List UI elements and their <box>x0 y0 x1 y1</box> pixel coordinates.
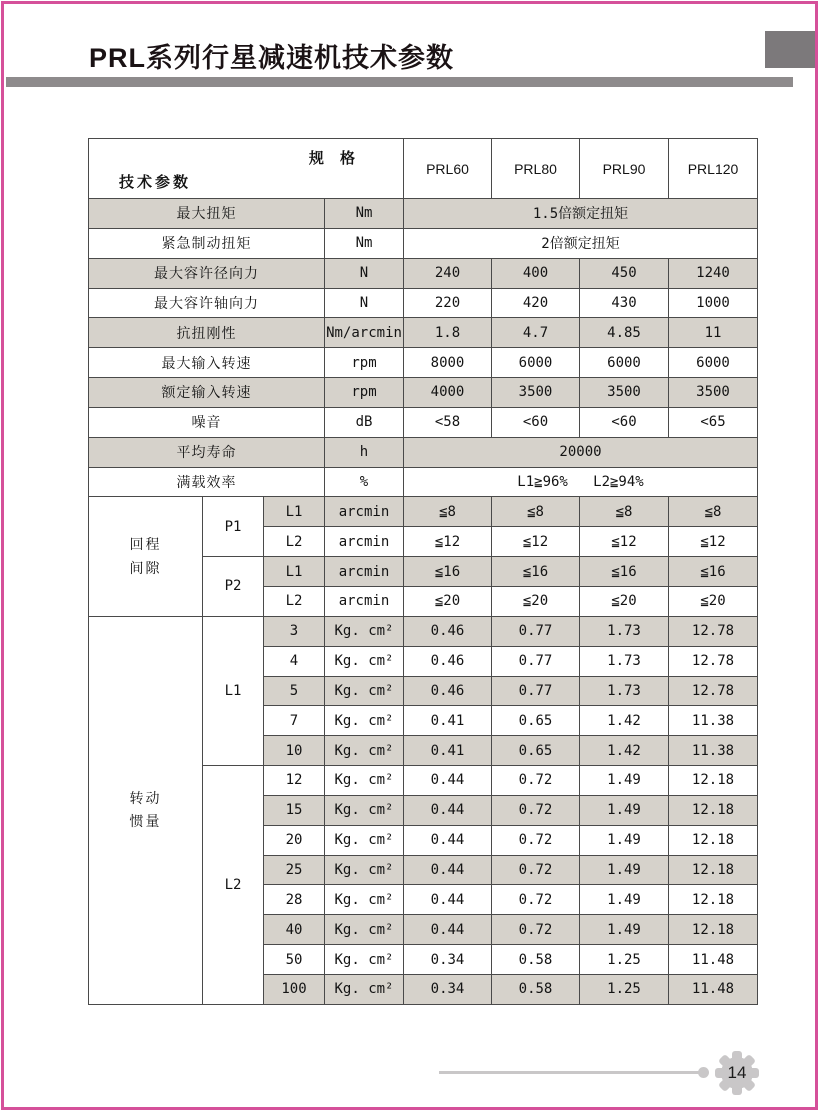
value-cell: 0.72 <box>492 855 580 885</box>
value-cell: 0.44 <box>404 885 492 915</box>
value-cell: ≦16 <box>580 557 669 587</box>
value-cell: 0.77 <box>492 676 580 706</box>
unit-cell: Kg. cm² <box>325 706 404 736</box>
value-cell: 0.65 <box>492 706 580 736</box>
value-cell: ≦16 <box>492 557 580 587</box>
p-class-cell: P1 <box>203 497 264 557</box>
unit-cell: Kg. cm² <box>325 974 404 1004</box>
value-cell: 1.49 <box>580 795 669 825</box>
value-cell: 0.65 <box>492 736 580 766</box>
value-cell: 1.73 <box>580 616 669 646</box>
value-cell: <65 <box>669 407 758 437</box>
value-cell: 0.77 <box>492 646 580 676</box>
table-row <box>89 318 758 348</box>
value-cell: 1.49 <box>580 766 669 796</box>
unit-cell: % <box>325 467 404 497</box>
value-cell: 12.18 <box>669 855 758 885</box>
unit-cell: Kg. cm² <box>325 646 404 676</box>
column-header-prl90: PRL90 <box>580 139 669 199</box>
unit-cell: Kg. cm² <box>325 676 404 706</box>
table-row <box>89 258 758 288</box>
unit-cell: arcmin <box>325 586 404 616</box>
ratio-cell: 28 <box>264 885 325 915</box>
value-cell: ≦20 <box>580 586 669 616</box>
value-cell: 0.34 <box>404 974 492 1004</box>
value-cell: ≦16 <box>404 557 492 587</box>
value-cell: 0.72 <box>492 915 580 945</box>
spec-table <box>88 138 758 1005</box>
unit-cell: Kg. cm² <box>325 915 404 945</box>
value-cell: 6000 <box>580 348 669 378</box>
value-cell: ≦8 <box>580 497 669 527</box>
level-cell: L2 <box>264 586 325 616</box>
value-cell: ≦20 <box>669 586 758 616</box>
value-cell: 12.18 <box>669 885 758 915</box>
value-cell: 0.44 <box>404 915 492 945</box>
unit-cell: Kg. cm² <box>325 616 404 646</box>
level-group-cell: L2 <box>203 766 264 1005</box>
ratio-cell: 5 <box>264 676 325 706</box>
value-cell: 450 <box>580 258 669 288</box>
value-cell: 3500 <box>580 378 669 408</box>
value-cell: 8000 <box>404 348 492 378</box>
table-row <box>89 497 758 527</box>
value-cell: 1.25 <box>580 945 669 975</box>
level-cell: L2 <box>264 527 325 557</box>
ratio-cell: 40 <box>264 915 325 945</box>
value-cell: 1.49 <box>580 915 669 945</box>
value-cell: 0.72 <box>492 766 580 796</box>
unit-cell: Nm <box>325 199 404 229</box>
value-cell: ≦8 <box>669 497 758 527</box>
row-label-cell: 额定输入转速 <box>89 378 325 408</box>
ratio-cell: 4 <box>264 646 325 676</box>
value-cell: 220 <box>404 288 492 318</box>
backlash-label-line: 间隙 <box>129 559 162 576</box>
value-cell: 12.18 <box>669 766 758 796</box>
value-cell: 0.46 <box>404 676 492 706</box>
value-cell: 430 <box>580 288 669 318</box>
value-cell: 11 <box>669 318 758 348</box>
unit-cell: Kg. cm² <box>325 766 404 796</box>
value-cell: 1.8 <box>404 318 492 348</box>
ratio-cell: 15 <box>264 795 325 825</box>
unit-cell: Kg. cm² <box>325 736 404 766</box>
value-cell: 0.72 <box>492 825 580 855</box>
row-label-cell: 最大容许径向力 <box>89 258 325 288</box>
params-corner-label: 技术参数 <box>119 174 192 191</box>
inertia-label-cell <box>89 616 203 1004</box>
ratio-cell: 7 <box>264 706 325 736</box>
merged-value-cell: 2倍额定扭矩 <box>404 228 758 258</box>
value-cell: 3500 <box>669 378 758 408</box>
value-cell: 12.78 <box>669 646 758 676</box>
page-number-badge <box>714 1050 760 1096</box>
value-cell: 12.18 <box>669 795 758 825</box>
value-cell: <60 <box>580 407 669 437</box>
value-cell: 1.42 <box>580 706 669 736</box>
row-label-cell: 最大输入转速 <box>89 348 325 378</box>
row-label-cell: 满载效率 <box>89 467 325 497</box>
value-cell: 420 <box>492 288 580 318</box>
unit-cell: arcmin <box>325 527 404 557</box>
value-cell: 1.42 <box>580 736 669 766</box>
table-row <box>89 348 758 378</box>
row-label-cell: 紧急制动扭矩 <box>89 228 325 258</box>
value-cell: 12.78 <box>669 616 758 646</box>
unit-cell: Kg. cm² <box>325 825 404 855</box>
value-cell: 1.73 <box>580 676 669 706</box>
ratio-cell: 50 <box>264 945 325 975</box>
value-cell: ≦12 <box>404 527 492 557</box>
value-cell: ≦12 <box>580 527 669 557</box>
unit-cell: rpm <box>325 378 404 408</box>
value-cell: 1000 <box>669 288 758 318</box>
value-cell: 4000 <box>404 378 492 408</box>
value-cell: 4.85 <box>580 318 669 348</box>
level-group-cell: L1 <box>203 616 264 765</box>
unit-cell: Kg. cm² <box>325 885 404 915</box>
value-cell: 240 <box>404 258 492 288</box>
table-row <box>89 199 758 229</box>
value-cell: 11.48 <box>669 974 758 1004</box>
value-cell: 0.34 <box>404 945 492 975</box>
unit-cell: h <box>325 437 404 467</box>
ratio-cell: 10 <box>264 736 325 766</box>
value-cell: 12.78 <box>669 676 758 706</box>
value-cell: 12.18 <box>669 825 758 855</box>
ratio-cell: 3 <box>264 616 325 646</box>
row-label-cell: 最大扭矩 <box>89 199 325 229</box>
value-cell: ≦12 <box>492 527 580 557</box>
value-cell: 12.18 <box>669 915 758 945</box>
value-cell: ≦12 <box>669 527 758 557</box>
value-cell: 0.44 <box>404 855 492 885</box>
merged-value-cell: 20000 <box>404 437 758 467</box>
value-cell: 0.72 <box>492 795 580 825</box>
footer-line <box>439 1071 703 1074</box>
value-cell: ≦8 <box>492 497 580 527</box>
column-header-prl80: PRL80 <box>492 139 580 199</box>
value-cell: ≦20 <box>492 586 580 616</box>
unit-cell: rpm <box>325 348 404 378</box>
value-cell: 1.49 <box>580 825 669 855</box>
value-cell: 0.46 <box>404 646 492 676</box>
row-label-cell: 最大容许轴向力 <box>89 288 325 318</box>
table-row <box>89 288 758 318</box>
value-cell: 0.46 <box>404 616 492 646</box>
value-cell: 11.38 <box>669 706 758 736</box>
ratio-cell: 12 <box>264 766 325 796</box>
value-cell: 0.72 <box>492 885 580 915</box>
corner-cell <box>89 139 404 199</box>
column-header-prl120: PRL120 <box>669 139 758 199</box>
footer-dot <box>698 1067 709 1078</box>
inertia-label-line: 惯量 <box>129 813 162 830</box>
value-cell: <60 <box>492 407 580 437</box>
value-cell: ≦16 <box>669 557 758 587</box>
page-number: 14 <box>727 1063 747 1082</box>
value-cell: 1.73 <box>580 646 669 676</box>
unit-cell: arcmin <box>325 497 404 527</box>
value-cell: 0.41 <box>404 706 492 736</box>
table-row <box>89 437 758 467</box>
unit-cell: N <box>325 288 404 318</box>
unit-cell: Nm/arcmin <box>325 318 404 348</box>
row-label-cell: 平均寿命 <box>89 437 325 467</box>
value-cell: 0.77 <box>492 616 580 646</box>
value-cell: 1.49 <box>580 855 669 885</box>
spec-table-body <box>89 199 758 1005</box>
value-cell: <58 <box>404 407 492 437</box>
unit-cell: Kg. cm² <box>325 855 404 885</box>
unit-cell: arcmin <box>325 557 404 587</box>
p-class-cell: P2 <box>203 557 264 617</box>
value-cell: ≦20 <box>404 586 492 616</box>
backlash-label-cell <box>89 497 203 616</box>
unit-cell: N <box>325 258 404 288</box>
inertia-label-line: 转动 <box>129 789 162 806</box>
value-cell: 0.44 <box>404 825 492 855</box>
level-cell: L1 <box>264 557 325 587</box>
value-cell: 1240 <box>669 258 758 288</box>
table-row <box>89 228 758 258</box>
page-title: PRL系列行星减速机技术参数 <box>89 43 454 73</box>
unit-cell: Nm <box>325 228 404 258</box>
unit-cell: Kg. cm² <box>325 945 404 975</box>
table-header-row <box>89 139 758 199</box>
value-cell: 6000 <box>492 348 580 378</box>
value-cell: 400 <box>492 258 580 288</box>
table-row <box>89 407 758 437</box>
table-row <box>89 467 758 497</box>
title-underline-bar <box>6 77 793 87</box>
value-cell: 4.7 <box>492 318 580 348</box>
merged-value-cell: L1≧96% L2≧94% <box>404 467 758 497</box>
value-cell: 0.58 <box>492 974 580 1004</box>
value-cell: 3500 <box>492 378 580 408</box>
value-cell: 1.25 <box>580 974 669 1004</box>
ratio-cell: 25 <box>264 855 325 885</box>
spec-corner-label: 规 格 <box>308 150 361 167</box>
value-cell: 0.44 <box>404 766 492 796</box>
ratio-cell: 100 <box>264 974 325 1004</box>
value-cell: 11.38 <box>669 736 758 766</box>
header-accent-square <box>765 31 816 68</box>
table-row <box>89 378 758 408</box>
spec-table-head <box>89 139 758 199</box>
value-cell: 11.48 <box>669 945 758 975</box>
column-header-prl60: PRL60 <box>404 139 492 199</box>
unit-cell: dB <box>325 407 404 437</box>
row-label-cell: 噪音 <box>89 407 325 437</box>
merged-value-cell: 1.5倍额定扭矩 <box>404 199 758 229</box>
ratio-cell: 20 <box>264 825 325 855</box>
unit-cell: Kg. cm² <box>325 795 404 825</box>
backlash-label-line: 回程 <box>129 535 162 552</box>
value-cell: 6000 <box>669 348 758 378</box>
value-cell: 0.58 <box>492 945 580 975</box>
table-row <box>89 616 758 646</box>
value-cell: 0.41 <box>404 736 492 766</box>
value-cell: ≦8 <box>404 497 492 527</box>
value-cell: 1.49 <box>580 885 669 915</box>
value-cell: 0.44 <box>404 795 492 825</box>
row-label-cell: 抗扭刚性 <box>89 318 325 348</box>
level-cell: L1 <box>264 497 325 527</box>
